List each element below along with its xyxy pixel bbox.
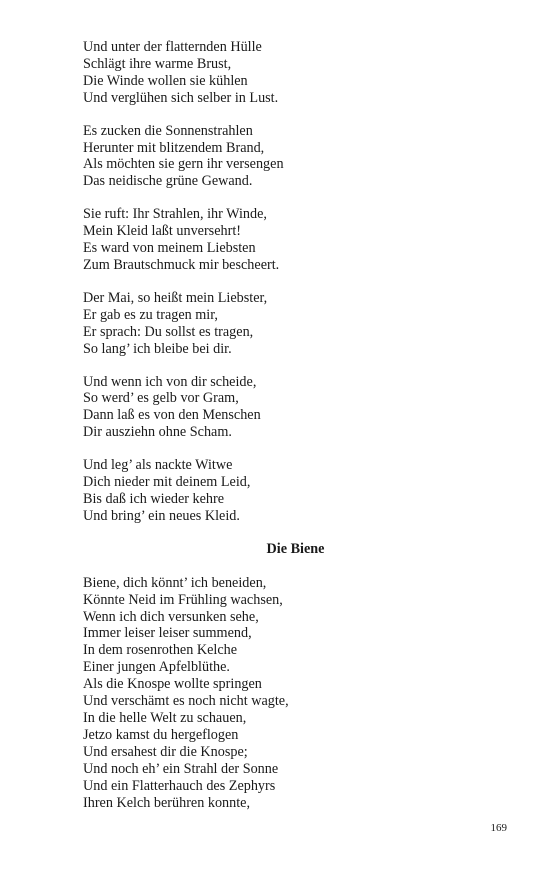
- verse-line: Und leg’ als nackte Witwe: [83, 457, 233, 474]
- verse-line: Und verglühen sich selber in Lust.: [83, 89, 279, 106]
- stanza-6: [83, 457, 483, 525]
- verse-line: Bis daß ich wieder kehre: [83, 490, 225, 507]
- stanza-3: [83, 206, 483, 274]
- stanza-4: [83, 290, 483, 358]
- verse-line: Immer leiser leiser summend,: [83, 625, 252, 642]
- verse-line: Als die Knospe wollte springen: [83, 676, 262, 693]
- verse-line: In dem rosenrothen Kelche: [83, 642, 238, 659]
- verse-line: Schlägt ihre warme Brust,: [83, 55, 232, 72]
- verse-line: Der Mai, so heißt mein Liebster,: [83, 289, 268, 306]
- verse-line: Und unter der flatternden Hülle: [83, 39, 262, 55]
- poem-title: Die Biene: [266, 540, 325, 557]
- verse-line: Zum Brautschmuck mir bescheert.: [83, 256, 280, 273]
- poem-biene-body: [83, 575, 483, 812]
- verse-line: Einer jungen Apfelblüthe.: [83, 659, 230, 676]
- verse-line: Es ward von meinem Liebsten: [83, 240, 256, 257]
- verse-line: Es zucken die Sonnenstrahlen: [83, 122, 253, 139]
- verse-line: So werd’ es gelb vor Gram,: [83, 390, 239, 407]
- stanza-5: [83, 374, 483, 442]
- verse-line: Könnte Neid im Frühling wachsen,: [83, 591, 283, 608]
- verse-line: So lang’ ich bleibe bei dir.: [83, 340, 232, 357]
- stanza-2: [83, 123, 483, 191]
- page-number: 169: [490, 822, 507, 834]
- text-block: [83, 39, 483, 827]
- verse-line: Dir ausziehn ohne Scham.: [83, 424, 232, 441]
- stanza-1: [83, 39, 483, 107]
- verse-line: Und noch eh’ ein Strahl der Sonne: [83, 760, 279, 777]
- verse-line: Er sprach: Du sollst es tragen,: [83, 323, 254, 340]
- verse-line: In die helle Welt zu schauen,: [83, 710, 247, 726]
- verse-line: Sie ruft: Ihr Strahlen, ihr Winde,: [83, 206, 267, 223]
- verse-line: Und wenn ich von dir scheide,: [83, 373, 257, 390]
- verse-line: Und verschämt es noch nicht wagte,: [83, 693, 289, 710]
- verse-line: Wenn ich dich versunken sehe,: [83, 608, 259, 625]
- verse-line: Und ein Flatterhauch des Zephyrs: [83, 777, 276, 794]
- verse-line: Jetzo kamst du hergeflogen: [83, 726, 239, 743]
- verse-line: Dich nieder mit deinem Leid,: [83, 474, 251, 491]
- verse-line: Mein Kleid laßt unversehrt!: [83, 223, 241, 240]
- verse-line: Das neidische grüne Gewand.: [83, 173, 253, 190]
- verse-line: Herunter mit blitzendem Brand,: [83, 139, 265, 156]
- verse-line: Und bring’ ein neues Kleid.: [83, 507, 240, 524]
- verse-line: Biene, dich könnt’ ich beneiden,: [83, 574, 267, 591]
- verse-line: Die Winde wollen sie kühlen: [83, 72, 248, 89]
- verse-line: Er gab es zu tragen mir,: [83, 306, 218, 323]
- verse-line: Als möchten sie gern ihr versengen: [83, 156, 284, 173]
- verse-line: Dann laß es von den Menschen: [83, 407, 261, 424]
- verse-line: Und ersahest dir die Knospe;: [83, 743, 248, 760]
- verse-line: Ihren Kelch berühren konnte,: [83, 794, 251, 811]
